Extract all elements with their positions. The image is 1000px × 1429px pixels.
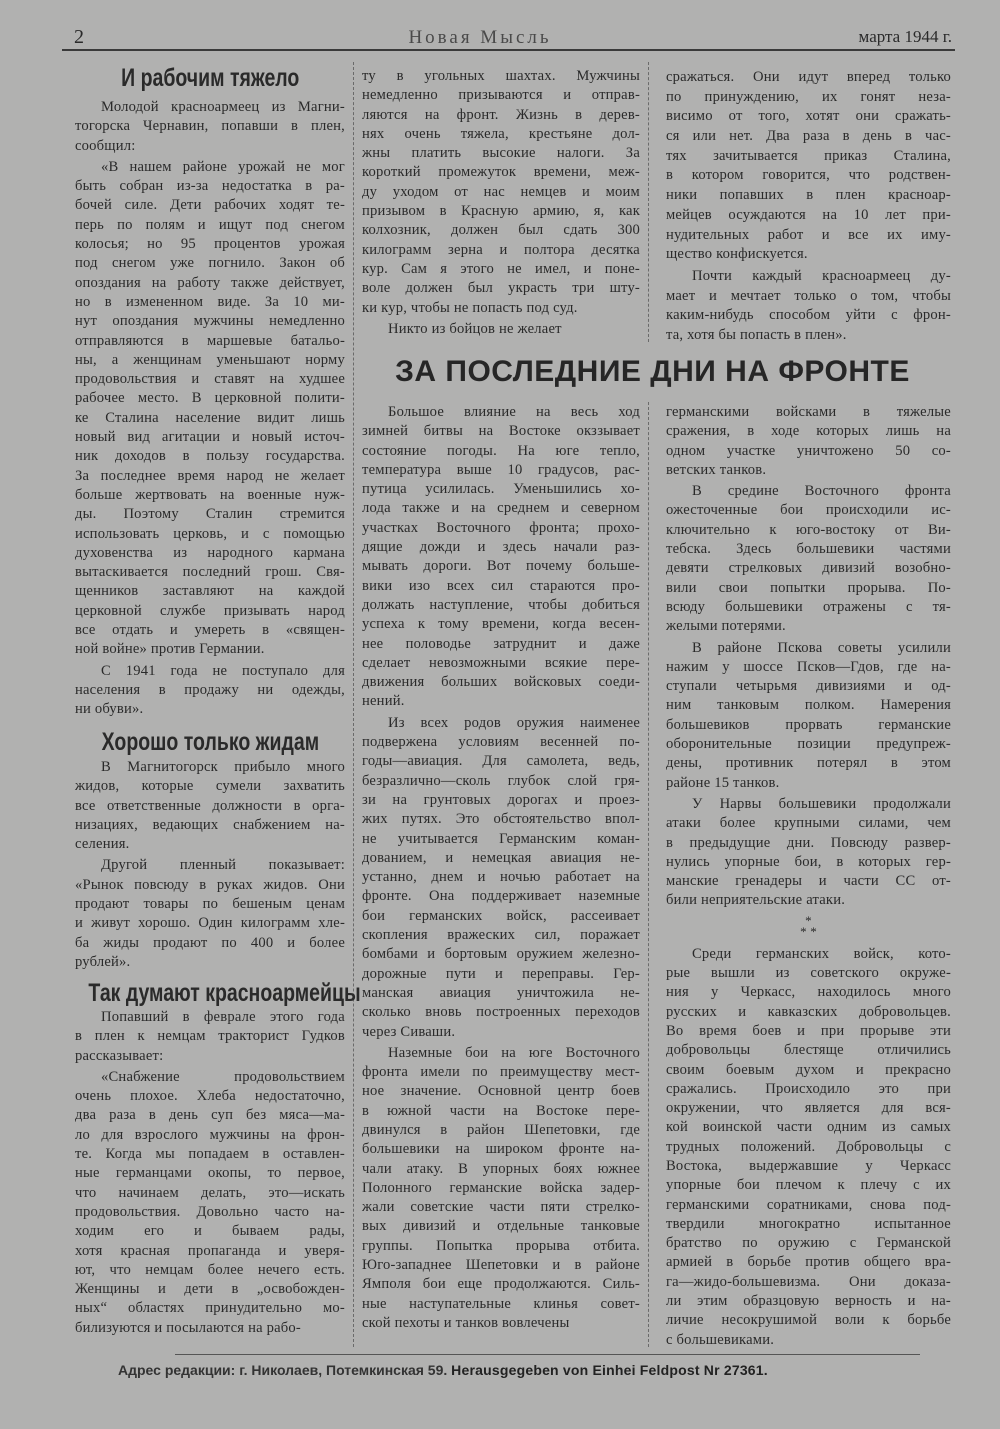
front-article-body-continued xyxy=(666,403,951,1352)
text-line: билизуются и посылаются на рабо- xyxy=(75,1319,301,1336)
paragraph xyxy=(75,662,345,720)
article-heading xyxy=(60,63,360,93)
article-body xyxy=(75,1008,345,1340)
text-line: ступали четырьмя дивизиями и од- xyxy=(666,678,951,695)
text-line: германскими соратниками, снова под- xyxy=(666,1196,951,1213)
text-line: мывать дороги. Вот почему больше- xyxy=(362,558,640,575)
text-line: германскими войсками в тяжелые xyxy=(666,404,951,420)
text-line: Женщины и дети в „освобожден- xyxy=(75,1281,345,1298)
text-line: В средине Восточного фронта xyxy=(692,483,951,500)
text-line: сражались. Происходило это при xyxy=(666,1080,951,1097)
page-number: 2 xyxy=(74,26,84,48)
article-body xyxy=(75,758,345,974)
text-line: зимней битвы на Востоке окззывает xyxy=(362,423,640,440)
text-line: ской пехоты и танков вовлечены xyxy=(362,1314,570,1331)
text-line: ные наступательные клинья совет- xyxy=(362,1295,640,1312)
text-line: в предыдущие дни. Повсюду развер- xyxy=(666,834,951,851)
text-line: использовать церковь, и с помощью xyxy=(75,525,345,542)
text-line: ту в угольных шахтах. Мужчины xyxy=(362,68,640,84)
article-heading xyxy=(50,978,361,1008)
text-line: одном участке уничтожено 50 со- xyxy=(666,442,951,459)
text-line: «Рынок повсюду в руках жидов. Они xyxy=(75,876,345,893)
text-line: тебска. Здесь большевики частями xyxy=(666,541,951,558)
text-line: по принуждению, их гонят неза- xyxy=(666,88,951,105)
text-line: щество конфискуется. xyxy=(666,246,808,263)
footer xyxy=(118,1362,918,1378)
text-line: За последнее время народ не желает xyxy=(75,467,345,484)
text-line: вых дивизий и отдельные танковые xyxy=(362,1218,640,1235)
text-line: личие несокрушимой воли к борьбе xyxy=(666,1312,951,1329)
text-line: нях очень тяжела, крестьяне дол- xyxy=(362,125,640,142)
text-line: вики изо всех сил стараются про- xyxy=(362,577,640,594)
footer-rule xyxy=(175,1354,920,1355)
article-body-continued xyxy=(362,67,640,341)
text-line: продовольствия и ставят на худшее xyxy=(75,371,345,388)
paragraph xyxy=(75,1008,345,1066)
column-divider xyxy=(648,62,649,342)
text-line: С 1941 года не поступало для xyxy=(101,662,345,679)
paragraph xyxy=(666,403,951,480)
paragraph xyxy=(362,320,640,339)
text-line: ной войне» против Германии. xyxy=(75,641,265,658)
text-line: устанно, днем и ночью работает на xyxy=(362,869,640,886)
text-line: «В нашем районе урожай не мог xyxy=(101,158,345,175)
text-line: ных“ областях принудительно мо- xyxy=(75,1300,345,1317)
text-line: рассказывает: xyxy=(75,1047,164,1064)
text-line: ло для взрослого мужчины на фрон- xyxy=(75,1126,345,1143)
text-line: зи на грунтовых дорогах и проез- xyxy=(362,791,640,808)
text-line: все отдать и умереть в «священ- xyxy=(75,622,345,639)
article-heading-text: Так думают красноармейцы xyxy=(88,979,361,1007)
text-line: ни обуви». xyxy=(75,701,144,718)
text-line: опоздания на работу также действует, xyxy=(75,274,345,291)
paragraph xyxy=(75,158,345,660)
text-line: быть собран из-за недостатка в ра- xyxy=(75,178,345,195)
text-line: тогорска Чернавин, попавши в плен, xyxy=(75,118,345,135)
publisher-note: Herausgegeben von Einhei Feldpost Nr 27361. xyxy=(451,1362,768,1378)
text-line: продают товары по бешеным ценам xyxy=(75,896,345,913)
text-line: бои германских войск, рассеивает xyxy=(362,907,640,924)
text-line: селения. xyxy=(75,836,130,853)
paragraph xyxy=(362,67,640,318)
text-line: манская авиация уничтожила не- xyxy=(362,984,640,1001)
paragraph xyxy=(666,945,951,1350)
text-line: Среди германских войск, кото- xyxy=(692,945,951,962)
text-line: в южной части на Востоке пере- xyxy=(362,1102,640,1119)
text-line: сколько вновь построенных переходов xyxy=(362,1004,640,1021)
text-line: добровольцы блестяще отличились xyxy=(666,1042,951,1059)
text-line: окружении, что является для вся- xyxy=(666,1100,951,1117)
text-line: ное значение. Основной центр боев xyxy=(362,1083,640,1100)
text-line: твердили многократно испытанное xyxy=(666,1215,951,1232)
text-line: участках Восточного фронта; прохо- xyxy=(362,519,640,536)
text-line: ветских танков. xyxy=(666,461,767,478)
text-line: церковной службе призывать народ xyxy=(75,602,345,619)
text-line: оборонительные позиции предупреж- xyxy=(666,736,951,753)
column-divider xyxy=(648,402,649,1347)
text-line: своим боевым духом и прекрасно xyxy=(666,1061,951,1078)
text-line: что начинаем делать, это—искать xyxy=(75,1184,345,1201)
article-heading-text: И рабочим тяжело xyxy=(120,64,300,92)
text-line: та, хотя бы попасть в плен». xyxy=(666,326,847,343)
text-line: килограмм зерна и полтора десятка xyxy=(362,241,640,258)
text-line: манские гренадеры и части СС от- xyxy=(666,873,951,890)
text-line: сообщил: xyxy=(75,137,136,154)
paragraph xyxy=(75,1068,345,1338)
text-line: фронта имели по преимуществу мест- xyxy=(362,1064,640,1081)
text-line: больше жертвовать на военные нуж- xyxy=(75,486,345,503)
text-line: ке Сталина население видит лишь xyxy=(75,409,345,426)
article-body xyxy=(75,98,345,722)
text-line: ся или нет. Два раза в день в час- xyxy=(666,128,951,145)
text-line: ник доходов в пользу государства. xyxy=(75,448,345,465)
text-line: низациях, ведающих снабжением на- xyxy=(75,816,345,833)
text-line: ют, что немцам более нечего есть. xyxy=(75,1261,345,1278)
text-line: Востока, выдержавшие у Черкасс xyxy=(666,1157,951,1174)
paragraph xyxy=(666,482,951,636)
paragraph xyxy=(666,68,951,265)
paragraph xyxy=(75,758,345,854)
text-line: тях зачитывается приказ Сталина, xyxy=(666,147,951,164)
text-line: продовольствия. Довольно часто на- xyxy=(75,1203,345,1220)
text-line: ды. Поэтому Сталин стремится xyxy=(75,506,345,523)
paragraph xyxy=(362,1044,640,1333)
text-line: жали советские части пяти стрелко- xyxy=(362,1199,640,1216)
text-line: Полонного германские войска задер- xyxy=(362,1179,640,1196)
text-line: висимо от того, хотят они сражать- xyxy=(666,108,951,125)
text-line: но в измененном виде. За 10 ми- xyxy=(75,293,345,310)
text-line: новый вид агитации и новый источ- xyxy=(75,429,345,446)
front-article-paragraphs xyxy=(666,403,951,911)
paragraph xyxy=(362,403,640,712)
text-line: ба жиды продают по 400 и более xyxy=(75,934,345,951)
paragraph xyxy=(666,795,951,911)
text-line: лода также и на среднем и северном xyxy=(362,500,640,517)
text-line: жих путях. Это обстоятельство впол- xyxy=(362,811,640,828)
text-line: ходим его и бываем рады, xyxy=(75,1223,345,1240)
text-line: хотя красная пропаганда и уверя- xyxy=(75,1242,345,1259)
text-line: желыми потерями. xyxy=(666,618,786,635)
text-line: температура выше 10 градусов, рас- xyxy=(362,461,640,478)
text-line: сражаться. Они идут вперед только xyxy=(666,69,951,85)
article-heading xyxy=(60,727,360,757)
text-line: дены, противник потерял в этом xyxy=(666,755,951,772)
text-line: мает и мечтает только о том, чтобы xyxy=(666,287,951,304)
text-line: В районе Пскова советы усилили xyxy=(692,639,951,656)
text-line: В Магнитогорск прибыло много xyxy=(101,759,345,775)
text-line: жидов, которые сумели захватить xyxy=(75,778,345,795)
text-line: ляются на фронт. Жизнь в дерев- xyxy=(362,106,640,123)
text-line: и живут хорошо. Один килограмм хле- xyxy=(75,915,345,932)
text-line: фронте. Она поддерживает наземные xyxy=(362,888,640,905)
paragraph xyxy=(75,98,345,156)
text-line: Никто из бойцов не желает xyxy=(388,320,562,337)
issue-date: марта 1944 г. xyxy=(858,27,952,46)
section-separator xyxy=(666,913,951,945)
text-line: в котором говорится, что родствен- xyxy=(666,167,951,184)
text-line: Другой пленный показывает: xyxy=(101,857,345,874)
text-line: каким-нибудь способом уйти с фрон- xyxy=(666,307,951,324)
paragraph xyxy=(362,714,640,1042)
text-line: всюду большевики отражены с тя- xyxy=(666,598,951,615)
text-line: Наземные бои на юге Восточного xyxy=(388,1044,640,1061)
text-line: вытаскивается последний грош. Свя- xyxy=(75,564,345,581)
text-line: отправляются в маршевые батальо- xyxy=(75,332,345,349)
text-line: сражения, в ходе которых лишь на xyxy=(666,423,951,440)
text-line: нее половодье затруднит и даже xyxy=(362,635,640,652)
article-body-continued xyxy=(666,68,951,348)
text-line: районе 15 танков. xyxy=(666,774,780,791)
text-line: населения в продажу ни одежды, xyxy=(75,681,345,698)
text-line: рабочее место. В церковной полити- xyxy=(75,390,345,407)
text-line: ные германцами окопы, то первое, xyxy=(75,1165,345,1182)
text-line: Из всех родов оружия наименее xyxy=(388,714,640,731)
text-line: мейцев осуждаются на 10 лет при- xyxy=(666,206,951,223)
text-line: бочей силе. Дети рабочих ходят те- xyxy=(75,197,345,214)
text-line: группы. Попытка прорыва отбита. xyxy=(362,1237,640,1254)
text-line: дованием, и немецкая авиация не- xyxy=(362,849,640,866)
text-line: га—жидо-большевизма. Они доказа- xyxy=(666,1273,951,1290)
paragraph xyxy=(666,639,951,793)
text-line: духовенства из народного кармана xyxy=(75,544,345,561)
text-line: дорожные пути и переправы. Гер- xyxy=(362,965,640,982)
text-line: воле должен был украсть три шту- xyxy=(362,280,640,297)
text-line: кур. Сам я этого не имел, и поне- xyxy=(362,260,640,277)
text-line: «Снабжение продовольствием xyxy=(101,1068,345,1085)
article-heading-text: Хорошо только жидам xyxy=(101,728,319,756)
text-line: скопления вражеских сил, поражает xyxy=(362,927,640,944)
text-line: жны платить высокие налоги. За xyxy=(362,145,640,162)
paragraph xyxy=(75,856,345,972)
text-line: рые вышли из советского окруже- xyxy=(666,965,951,982)
text-line: ники попавших в плен красноар- xyxy=(666,187,951,204)
text-line: сделает невозможными всякие пере- xyxy=(362,654,640,671)
text-line: У Нарвы большевики продолжали xyxy=(692,795,951,812)
text-line: очень плохое. Хлеба недостаточно, xyxy=(75,1088,345,1105)
text-line: ли этим образцовую верность и на- xyxy=(666,1293,951,1310)
text-line: нут опоздания мужчины немедленно xyxy=(75,313,345,330)
text-line: колхозник, должен был сдать 300 xyxy=(362,222,640,239)
text-line: большевики на широком фронте на- xyxy=(362,1141,640,1158)
text-line: ключительно к юго-востоку от Ви- xyxy=(666,521,951,538)
text-line: Попавший в феврале этого года xyxy=(101,1009,345,1025)
text-line: годы—авиация. Для самолета, ведь, xyxy=(362,753,640,770)
text-line: чали атаку. В упорных боях южнее xyxy=(362,1160,640,1177)
text-line: в плен к немцам тракторист Гудков xyxy=(75,1028,345,1045)
text-line: дящие дожди и здесь начали раз- xyxy=(362,539,640,556)
front-article-body xyxy=(362,403,640,1335)
text-line: вили свои попытки прорыва. По- xyxy=(666,579,951,596)
text-line: короткий промежуток времени, меж- xyxy=(362,164,640,181)
text-line: через Сиваши. xyxy=(362,1023,456,1040)
text-line: девяти стрелковых дивизий возобно- xyxy=(666,560,951,577)
text-line: все ответственные должности в орга- xyxy=(75,797,345,814)
text-line: движения больших войсковых соеди- xyxy=(362,674,640,691)
text-line: ния у Черкасс, находилось много xyxy=(666,984,951,1001)
text-line: щенников заставляют на каждой xyxy=(75,583,345,600)
text-line: ду уходом от нас немцев и моим xyxy=(362,183,640,200)
text-line: Юго-западнее Шепетовки и в районе xyxy=(362,1257,640,1274)
text-line: состояние погоды. На юге тепло, xyxy=(362,442,640,459)
text-line: два раза в день суп без мяса—ма- xyxy=(75,1107,345,1124)
text-line: с большевиками. xyxy=(666,1331,775,1348)
text-line: нудительных работ и все их иму- xyxy=(666,226,951,243)
front-article-paragraphs xyxy=(666,945,951,1350)
text-line: били неприятельские атаки. xyxy=(666,892,846,909)
text-line: перь по полям и ищут под снегом xyxy=(75,216,345,233)
paragraph xyxy=(666,267,951,346)
text-line: под снегом уже погнило. Закон об xyxy=(75,255,345,272)
newspaper-title: Новая Мысль xyxy=(408,27,552,48)
text-line: успеха к тому времени, когда весен- xyxy=(362,616,640,633)
text-line: двинулся в район Шепетовки, где xyxy=(362,1121,640,1138)
text-line: братство по оружию с Германской xyxy=(666,1235,951,1252)
text-line: Во время боев и при прорыве эти xyxy=(666,1022,951,1039)
text-line: те. Когда мы попадаем в оставлен- xyxy=(75,1146,345,1163)
text-line: бомбами и бортовым оружием железно- xyxy=(362,946,640,963)
main-headline: ЗА ПОСЛЕДНИЕ ДНИ НА ФРОНТЕ xyxy=(395,355,910,388)
text-line: Большое влияние на весь ход xyxy=(388,404,640,420)
text-line: не учитывается Германским коман- xyxy=(362,830,640,847)
text-line: ним танковым полком. Намерения xyxy=(666,697,951,714)
text-line: трудных положений. Добровольцы с xyxy=(666,1138,951,1155)
text-line: колосья; но 95 процентов урожая xyxy=(75,236,345,253)
separator-star: * xyxy=(805,912,812,928)
text-line: армией в борьбе против общего вра- xyxy=(666,1254,951,1271)
text-line: Ямполя бои еще продолжаются. Силь- xyxy=(362,1276,640,1293)
text-line: ожесточенные бои происходили ис- xyxy=(666,502,951,519)
text-line: безразлично—сколь глубок слой гря- xyxy=(362,772,640,789)
text-line: путица усилилась. Уменьшились хо- xyxy=(362,481,640,498)
text-line: упорные бои плечом к плечу с их xyxy=(666,1177,951,1194)
editorial-address: Адрес редакции: г. Николаев, Потемкинская 59. xyxy=(118,1362,448,1378)
text-line: кой воинской части одним из самых xyxy=(666,1119,951,1136)
text-line: Молодой красноармеец из Магни- xyxy=(101,99,345,115)
text-line: нажим у шоссе Псков—Гдов, где на- xyxy=(666,658,951,675)
header-rule xyxy=(62,49,955,51)
text-line: русских и кавказских добровольцев. xyxy=(666,1003,951,1020)
text-line: должать наступление, чтобы добиться xyxy=(362,596,640,613)
text-line: ки кур, чтобы не попасть под суд. xyxy=(362,299,578,316)
text-line: призывом в Красную армию, я, как xyxy=(362,203,640,220)
text-line: нулись упорные бои, в которых гер- xyxy=(666,853,951,870)
text-line: атаки более крупными силами, чем xyxy=(666,815,951,832)
text-line: Почти каждый красноармеец ду- xyxy=(692,267,951,284)
text-line: рублей». xyxy=(75,953,131,970)
text-line: нений. xyxy=(362,693,405,710)
text-line: большевиков прорвать германские xyxy=(666,716,951,733)
text-line: ны, а женщинам уменьшают норму xyxy=(75,351,345,368)
separator-stars: * * xyxy=(800,923,817,939)
column-divider xyxy=(353,62,354,1347)
text-line: подвержена условиям весенней по- xyxy=(362,734,640,751)
text-line: немедленно призываются и отправ- xyxy=(362,87,640,104)
